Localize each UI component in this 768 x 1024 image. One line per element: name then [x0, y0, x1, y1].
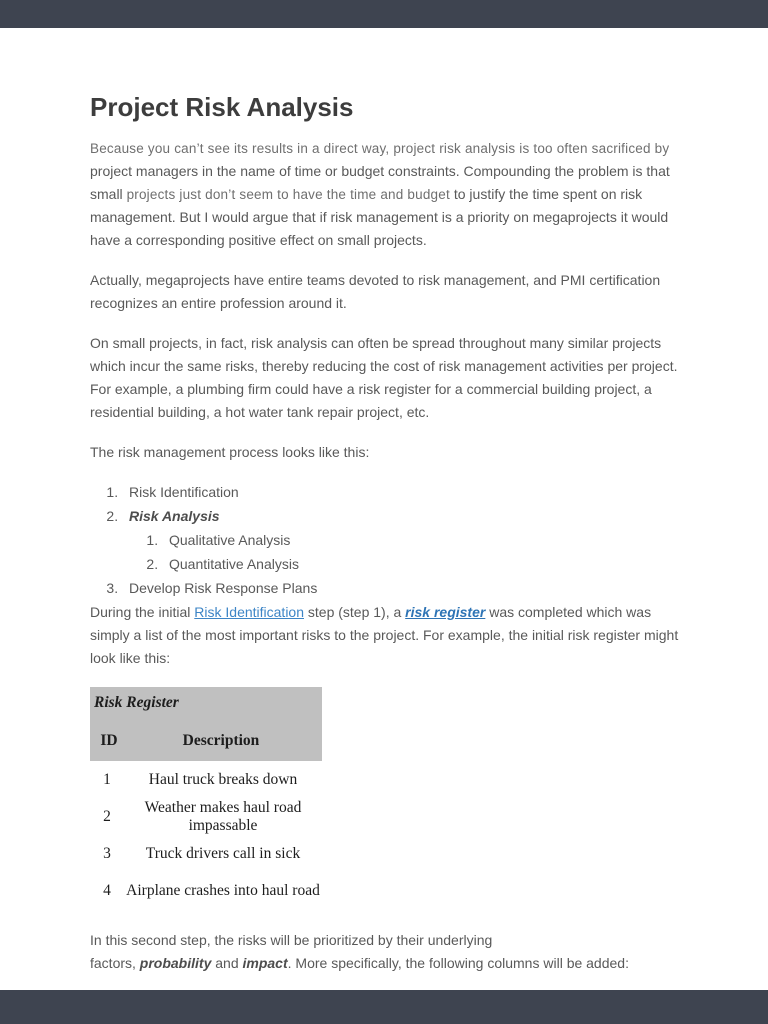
list-item-qualitative-analysis	[162, 529, 690, 552]
text-segment: In this second step, the risks will be prioritized by their underlying	[90, 932, 493, 948]
cell-description: Haul truck breaks down	[148, 770, 298, 788]
list-item-risk-identification	[122, 481, 690, 504]
cell-id: 1	[103, 770, 111, 788]
column-header-description: Description	[182, 732, 260, 749]
text-segment: project managers in the name of time or budget constraints. Compounding the problem is that small	[90, 163, 670, 202]
text-segment: and	[211, 955, 243, 971]
list-item-develop-risk-response-plans	[122, 577, 690, 600]
document-page	[0, 28, 768, 990]
table-row	[90, 798, 322, 835]
text-segment-probability: probability	[139, 955, 212, 971]
text-segment: step (step 1), a	[304, 604, 406, 620]
list-item-label: Qualitative Analysis	[169, 532, 291, 548]
table-title: Risk Register	[94, 694, 179, 711]
cell-description: Airplane crashes into haul road	[126, 881, 320, 899]
paragraph-second-step	[90, 929, 690, 975]
paragraph-intro	[90, 137, 690, 252]
text-segment: . More specifically, the following columns will be added:	[287, 955, 629, 971]
table-header	[90, 687, 322, 761]
viewer-bottom-bar	[0, 990, 768, 1024]
cell-description: Weather makes haul road impassable	[144, 798, 302, 834]
process-list	[90, 481, 690, 600]
viewer-top-bar	[0, 0, 768, 28]
text-segment: factors,	[90, 955, 140, 971]
cell-id: 4	[103, 881, 111, 899]
risk-analysis-sub-list	[129, 529, 690, 576]
risk-register-table	[90, 687, 322, 909]
risk-register-link[interactable]: risk register	[405, 604, 486, 620]
list-item-label: Risk Analysis	[129, 508, 220, 524]
cell-id: 2	[103, 807, 111, 825]
paragraph-process-lead: The risk management process looks like this:	[90, 444, 370, 460]
table-row	[90, 872, 322, 909]
paragraph-risk-register	[90, 601, 690, 670]
text-segment: Because you can’t see its results in a direct way, project risk analysis is too often sacrificed by	[90, 141, 670, 156]
column-header-id: ID	[100, 732, 118, 749]
list-item-label: Develop Risk Response Plans	[129, 580, 318, 596]
risk-identification-link[interactable]: Risk Identification	[194, 604, 304, 620]
paragraph-megaprojects: Actually, megaprojects have entire teams devoted to risk management, and PMI certification recognizes an entire profession around it.	[90, 272, 661, 311]
text-segment: was completed which was simply a list of the most important risks to the project. For example, the initial risk register might look like this:	[90, 604, 679, 666]
table-column-headers	[94, 730, 318, 751]
text-segment: projects just don’t seem to have the time and budget	[126, 187, 454, 202]
table-row	[90, 835, 322, 872]
list-item-risk-analysis	[122, 505, 690, 576]
document-title: Project Risk Analysis	[90, 92, 354, 122]
list-item-label: Risk Identification	[129, 484, 239, 500]
list-item-quantitative-analysis	[162, 553, 690, 576]
paragraph-small-projects: On small projects, in fact, risk analysis can often be spread throughout many similar projects which incur the same risks, thereby reducing the cost of risk management activities per project. For example, a plumbing firm could have a risk register for a commercial building project, a residential building, a hot water tank repair project, etc.	[90, 335, 678, 420]
text-segment: During the initial	[90, 604, 195, 620]
list-item-label: Quantitative Analysis	[169, 556, 299, 572]
cell-description: Truck drivers call in sick	[145, 844, 301, 862]
table-row	[90, 761, 322, 798]
text-segment-impact: impact	[242, 955, 288, 971]
cell-id: 3	[103, 844, 111, 862]
text-segment: to justify the time spent on risk management. But I would argue that if risk management is a priority on megaprojects it would have a corresponding positive effect on small projects.	[90, 186, 669, 248]
